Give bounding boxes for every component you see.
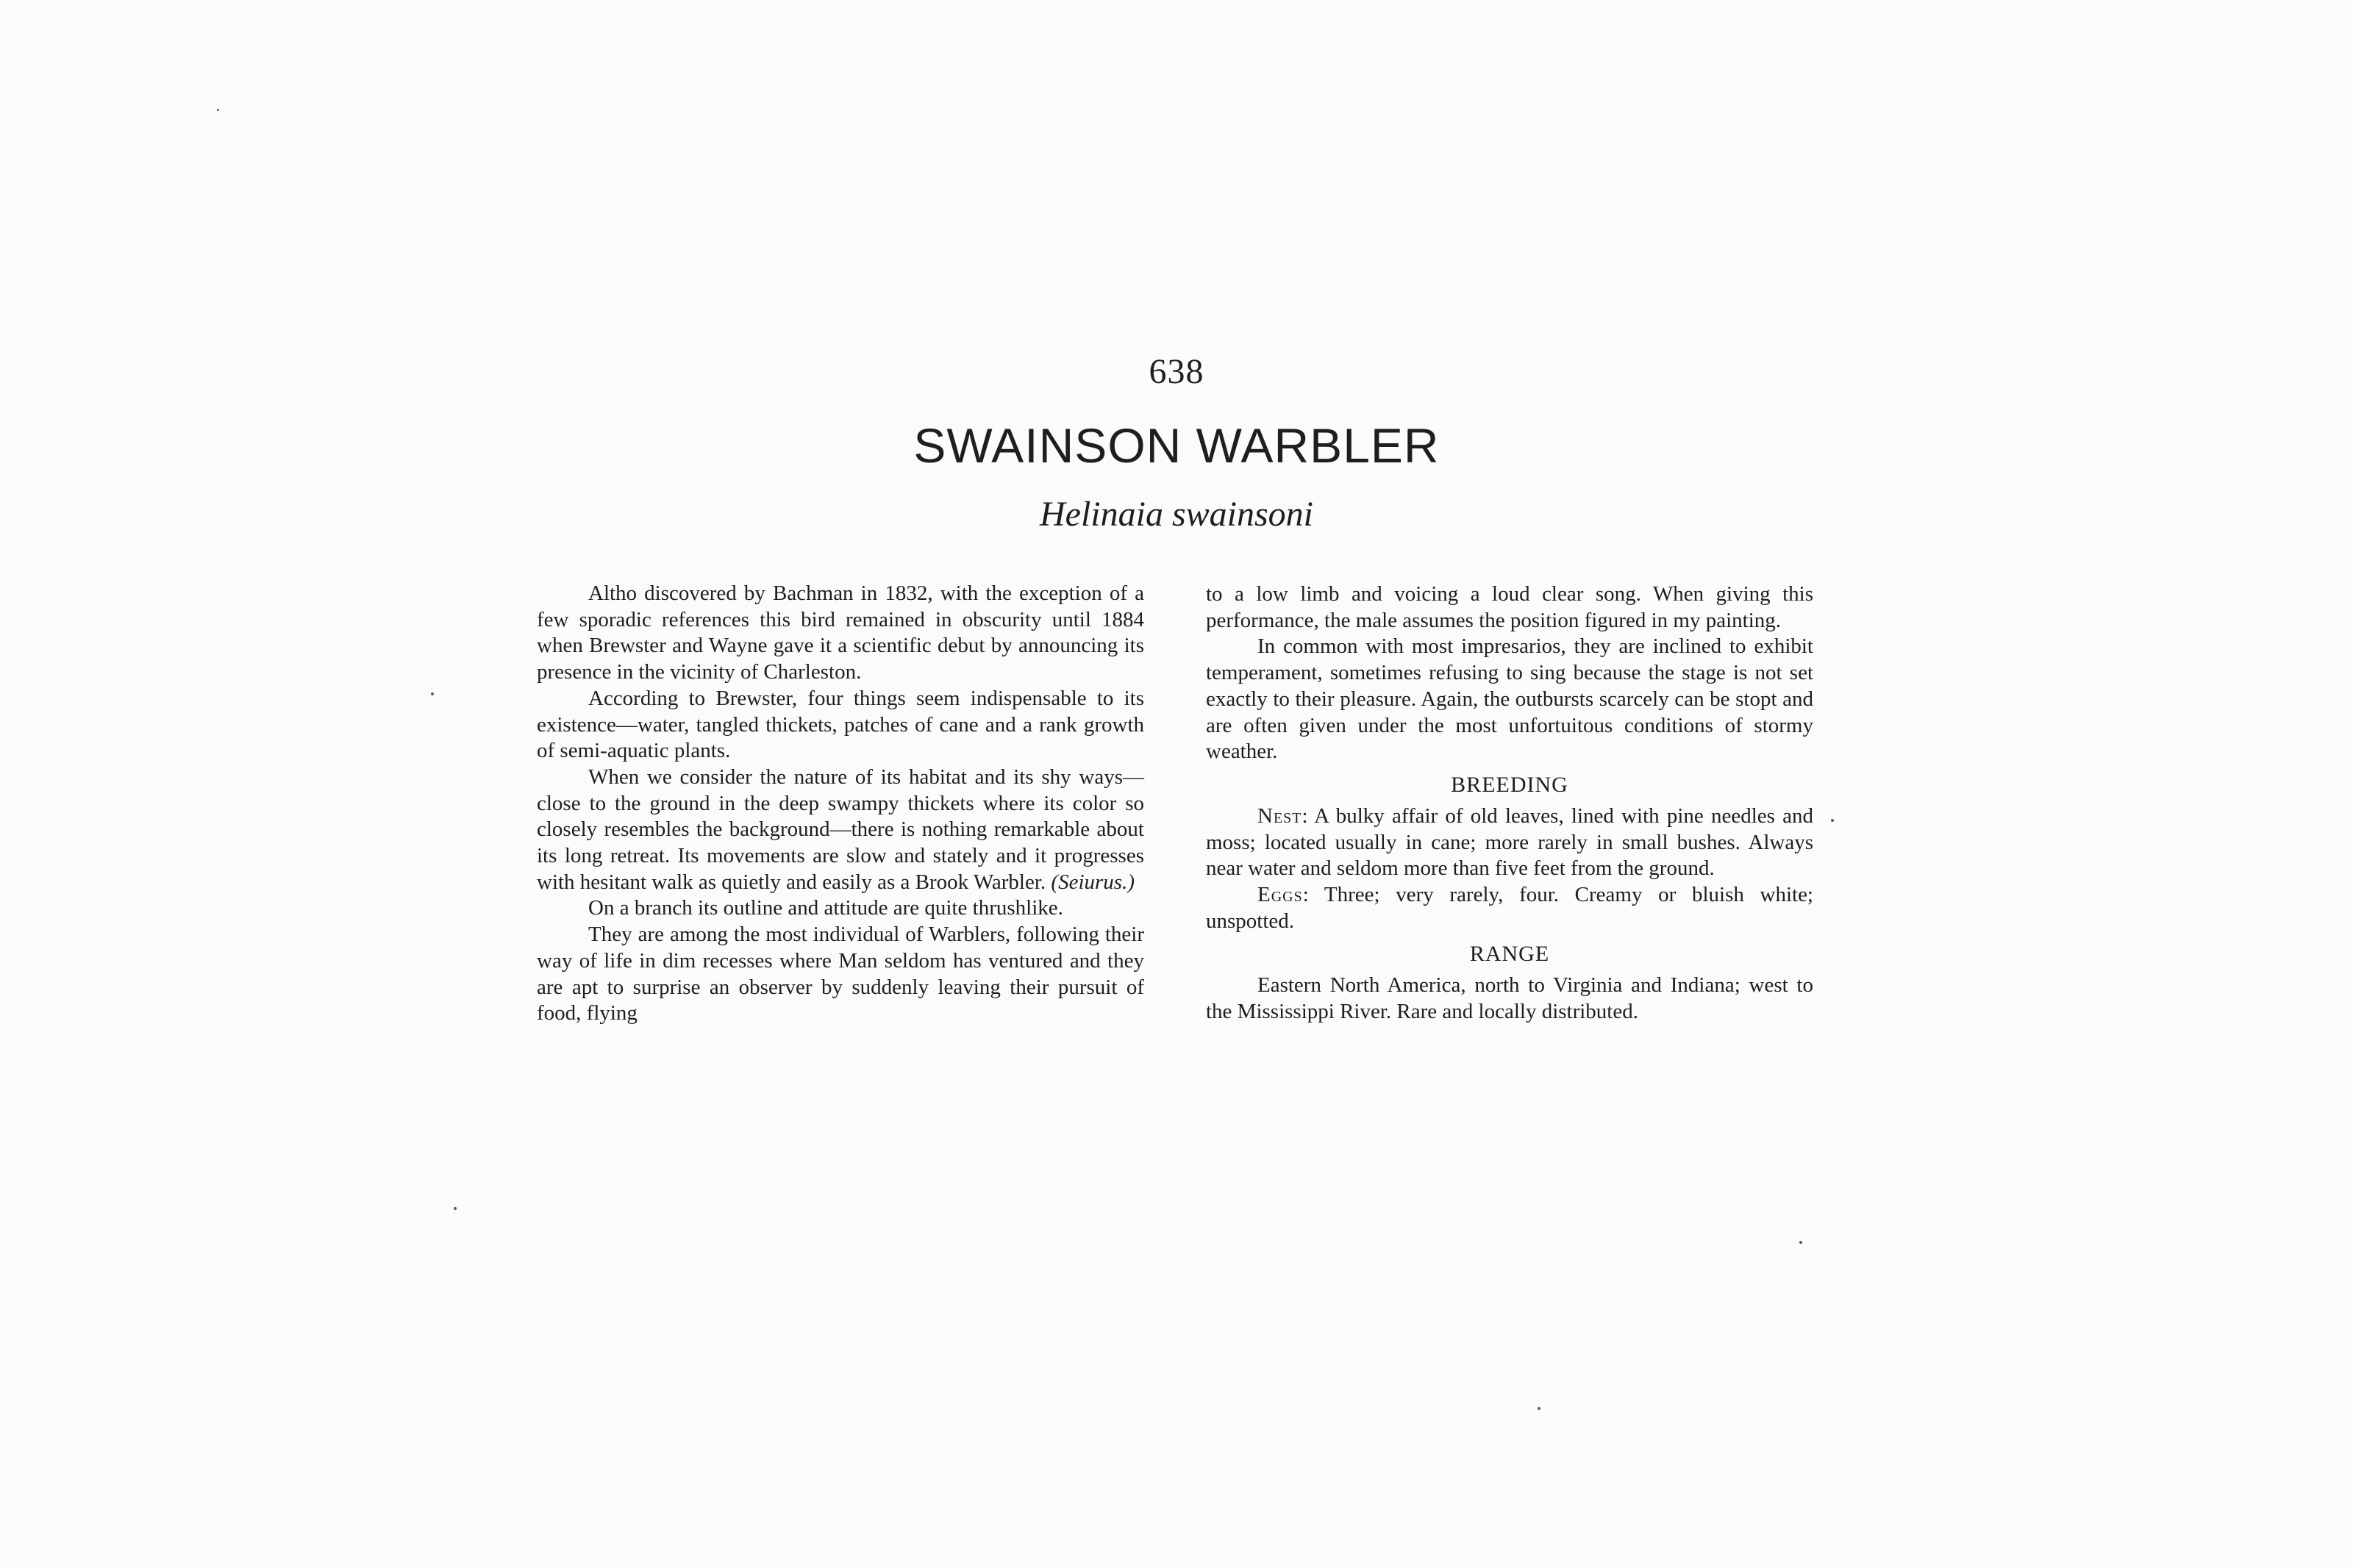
behavior-text: When we consider the nature of its habitat and its shy ways—close to the ground in the deep swampy thickets where its color so closely resembles the background—there is nothing remarkable about its long retreat. Its movements are slow and stately and it progresses with hesitant walk as quietly and easily as a Brook Warbler.: [537, 765, 1144, 894]
paragraph-individual: They are among the most individual of Warblers, following their way of life in dim recesses where Man seldom has ventured and they are apt to surprise an observer by suddenly leaving their pursuit of food, flying: [537, 923, 1144, 1025]
page-title: SWAINSON WARBLER: [913, 418, 1440, 473]
paper-speck: [217, 109, 219, 111]
page-number: 638: [1149, 352, 1204, 391]
paper-speck: [431, 692, 434, 695]
genus-reference: (Seiurus.): [1051, 870, 1135, 894]
nest-text: : A bulky affair of old leaves, lined with pine needles and moss; located usually in cane; more rarely in small bushes. Always near water and seldom more than five feet from the ground.: [1206, 803, 1813, 881]
nest-label: Nest: [1257, 803, 1302, 828]
scientific-name: Helinaia swainsoni: [1039, 495, 1314, 534]
range-heading: RANGE: [1469, 942, 1550, 967]
paragraph-habitat-needs: According to Brewster, four things seem indispensable to its existence—water, tangled thickets, patches of cane and a rank growth of semi-aquatic plants.: [537, 686, 1144, 763]
paragraph-range: Eastern North America, north to Virginia and Indiana; west to the Mississippi River. Rare and locally distributed.: [1206, 973, 1813, 1024]
paragraph-outline: On a branch its outline and attitude are quite thrushlike.: [588, 896, 1063, 920]
paper-speck: [1799, 1241, 1802, 1244]
paragraph-behavior: [537, 765, 1144, 896]
eggs-label: Eggs: [1257, 883, 1303, 907]
paragraph-discovery: Altho discovered by Bachman in 1832, with the exception of a few sporadic references this bird remained in obscurity until 1884 when Brewster and Wayne gave it a scientific debut by announcing its presence in the vicinity of Charleston.: [537, 581, 1144, 684]
paragraph-nest: [1206, 803, 1813, 882]
left-text-column: [537, 581, 1144, 1027]
paper-speck: [1831, 819, 1834, 822]
paragraph-temperament: In common with most impresarios, they are inclined to exhibit temperament, sometimes refusing to sing because the stage is not set exactly to their pleasure. Again, the outbursts scarcely can be stopt and are often given under the most unfortuitous conditions of stormy weather.: [1206, 634, 1813, 764]
paper-speck: [454, 1207, 457, 1210]
breeding-heading: BREEDING: [1451, 772, 1568, 797]
paragraph-eggs: [1206, 882, 1813, 934]
right-text-column: [1206, 581, 1813, 1025]
paper-speck: [1538, 1407, 1540, 1410]
paragraph-song: to a low limb and voicing a loud clear song. When giving this performance, the male assumes the position figured in my painting.: [1206, 582, 1813, 632]
eggs-text: : Three; very rarely, four. Creamy or bluish white; unspotted.: [1206, 883, 1813, 933]
